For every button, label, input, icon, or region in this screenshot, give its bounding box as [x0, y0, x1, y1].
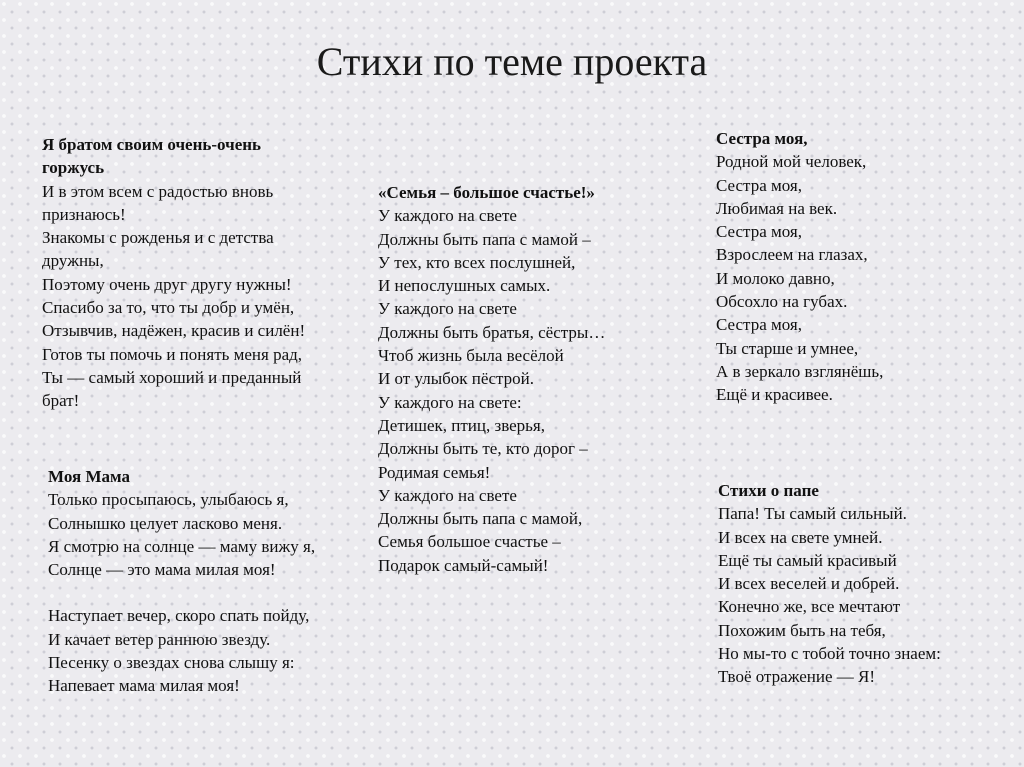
- poem-line: Взрослеем на глазах,: [716, 245, 868, 265]
- poem-line: Ещё ты самый красивый: [718, 550, 897, 570]
- poem-line: И всех на свете умней.: [718, 527, 883, 547]
- slide-title: Стихи по теме проекта: [316, 39, 708, 84]
- poem-heading: Сестра моя,: [716, 129, 808, 148]
- poem-line: Конечно же, все мечтают: [718, 597, 901, 617]
- poem-line: Я смотрю на солнце — маму вижу я,: [48, 536, 316, 556]
- poem-line: И качает ветер раннюю звезду.: [48, 629, 271, 649]
- poem-line: У тех, кто всех послушней,: [378, 252, 576, 272]
- poem-line: Родной мой человек,: [716, 152, 867, 172]
- poem-line: Обсохло на губах.: [716, 292, 848, 312]
- poem-line: И от улыбок пёстрой.: [378, 369, 534, 389]
- poem-line: Ты старше и умнее,: [716, 338, 859, 358]
- poem-line: У каждого на свете: [378, 206, 517, 226]
- poem-family: [378, 181, 605, 577]
- poem-line: И в этом всем с радостью вновь: [42, 181, 274, 201]
- poem-line: Сестра моя,: [716, 315, 802, 335]
- poem-line: Должны быть папа с мамой –: [378, 229, 591, 249]
- poem-line: Наступает вечер, скоро спать пойду,: [48, 606, 310, 626]
- poem-line: Подарок самый-самый!: [378, 555, 549, 575]
- poem-line: Солнышко целует ласково меня.: [48, 513, 283, 533]
- poem-line: У каждого на свете: [378, 299, 517, 319]
- poem-heading: Я братом своим очень-очень: [42, 135, 262, 154]
- poem-line: У каждого на свете:: [378, 392, 522, 412]
- poem-line: Должны быть братья, сёстры…: [378, 322, 606, 342]
- poem-heading: «Семья – большое счастье!»: [378, 183, 595, 202]
- poem-line: дружны,: [42, 251, 104, 271]
- poem-line: Отзывчив, надёжен, красив и силён!: [42, 321, 306, 341]
- poem-line: Но мы-то с тобой точно знаем:: [718, 644, 941, 664]
- stanza-gap: [48, 581, 315, 604]
- poem-heading: Стихи о папе: [718, 481, 819, 500]
- poem-line: Спасибо за то, что ты добр и умён,: [42, 298, 295, 318]
- poem-line: брат!: [42, 391, 80, 411]
- poem-line: Детишек, птиц, зверья,: [378, 415, 546, 435]
- poem-line: Знакомы с рожденья и с детства: [42, 228, 274, 248]
- poem-line: И молоко давно,: [716, 268, 835, 288]
- poem-line: Должны быть папа с мамой,: [378, 509, 583, 529]
- poem-line: Солнце — это мама милая моя!: [48, 560, 276, 580]
- poem-brother: [42, 133, 305, 413]
- poem-line: Сестра моя,: [716, 222, 802, 242]
- poem-line: Похожим быть на тебя,: [718, 620, 886, 640]
- poem-heading: Моя Мама: [48, 467, 130, 486]
- poem-line: А в зеркало взглянёшь,: [716, 361, 884, 381]
- poem-line: Родимая семья!: [378, 462, 491, 482]
- poem-line: Песенку о звездах снова слышу я:: [48, 653, 295, 673]
- poem-papa: [718, 479, 941, 689]
- poem-line: Ещё и красивее.: [716, 385, 833, 405]
- poem-line: И непослушных самых.: [378, 276, 551, 296]
- poem-line: Любимая на век.: [716, 198, 838, 218]
- poem-line: Сестра моя,: [716, 175, 802, 195]
- poem-mama: [48, 465, 315, 698]
- poem-line: Семья большое счастье –: [378, 532, 561, 552]
- poem-line: Должны быть те, кто дорог –: [378, 439, 588, 459]
- poem-line: Ты — самый хороший и преданный: [42, 367, 302, 387]
- poem-line: Только просыпаюсь, улыбаюсь я,: [48, 490, 289, 510]
- poem-line: Папа! Ты самый сильный.: [718, 504, 907, 524]
- poem-heading: горжусь: [42, 158, 105, 178]
- poem-line: Напевает мама милая моя!: [48, 676, 240, 696]
- poem-sister: [716, 127, 883, 407]
- poem-line: У каждого на свете: [378, 485, 517, 505]
- poem-line: Чтоб жизнь была весёлой: [378, 346, 564, 366]
- poem-line: Готов ты помочь и понять меня рад,: [42, 344, 303, 364]
- poem-line: И всех веселей и добрей.: [718, 574, 900, 594]
- poem-line: признаюсь!: [42, 204, 126, 224]
- poem-line: Твоё отражение — Я!: [718, 667, 876, 687]
- poem-line: Поэтому очень друг другу нужны!: [42, 274, 292, 294]
